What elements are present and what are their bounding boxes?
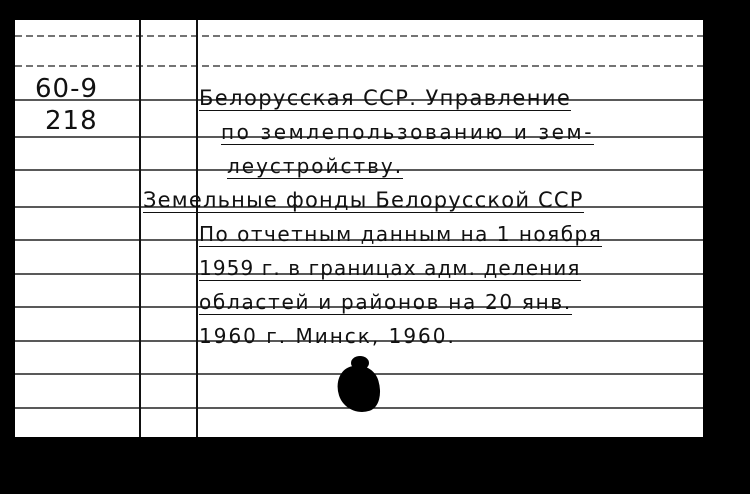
entry-line-8: 1960 г. Минск, 1960. bbox=[199, 324, 456, 348]
ink-blot-top bbox=[351, 356, 369, 370]
entry-line-2: по землепользованию и зем- bbox=[221, 120, 595, 144]
call-number-line-2: 218 bbox=[45, 106, 98, 136]
entry-line-7: областей и районов на 20 янв. bbox=[199, 290, 572, 314]
entry-line-5: По отчетным данным на 1 ноября bbox=[199, 222, 603, 246]
entry-line-4: Земельные фонды Белорусской ССР bbox=[143, 188, 584, 212]
catalog-card bbox=[15, 20, 703, 437]
entry-line-3: леустройству. bbox=[227, 154, 404, 178]
entry-line-6: 1959 г. в границах адм. деления bbox=[199, 256, 581, 280]
entry-line-1: Белорусская ССР. Управление bbox=[199, 86, 572, 110]
call-number-line-1: 60-9 bbox=[35, 74, 99, 104]
